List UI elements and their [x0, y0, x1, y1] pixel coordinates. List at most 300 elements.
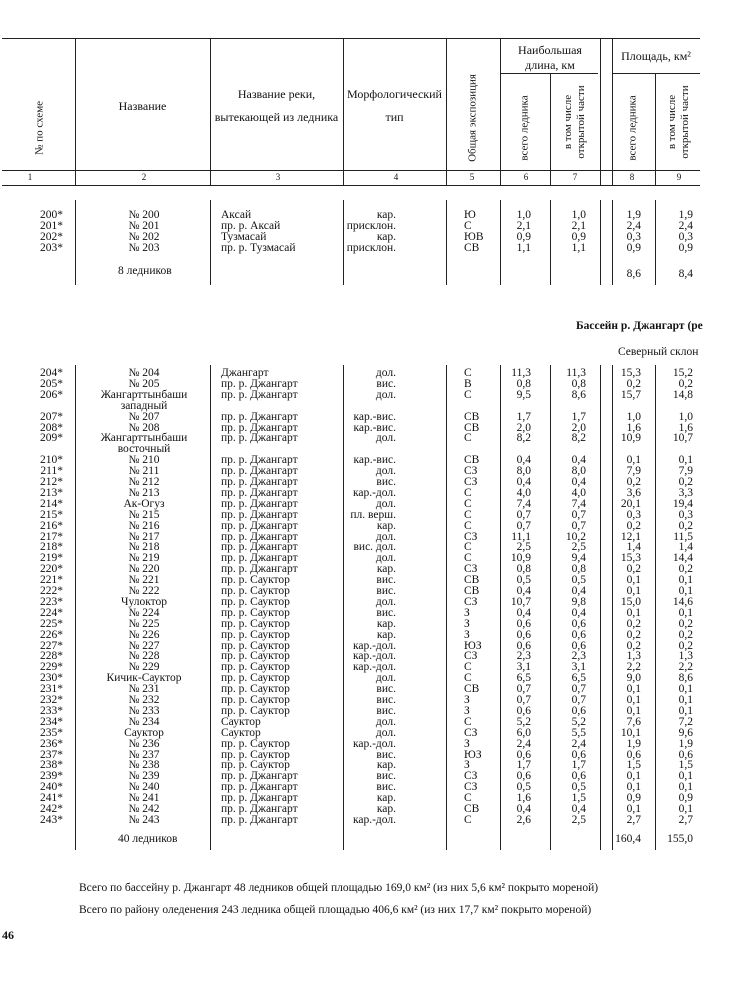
area-cell: 3,6	[626, 486, 641, 499]
scheme-number-cell: 235*	[40, 726, 63, 739]
header-area-open-line1: в том числе	[665, 94, 678, 150]
length-open-cell: 0,6	[571, 770, 586, 783]
morph-type-cell: кар.	[376, 519, 396, 532]
scheme-number-cell: 243*	[40, 813, 63, 826]
basin-summary-note: Всего по бассейну р. Джангарт 48 ледников общей площадью 169,0 км² (из них 5,6 км² покрыто мореной)	[79, 882, 599, 894]
morph-type-cell: дол.	[375, 465, 396, 478]
length-cell: 2,1	[516, 219, 531, 232]
header-morph-line2: тип	[385, 110, 404, 125]
glacier-name: № 216	[128, 519, 160, 532]
length-open-cell: 0,4	[571, 476, 586, 488]
exposition-cell: С	[464, 672, 472, 685]
area-cell: 2,7	[626, 813, 641, 826]
exposition-cell: В	[464, 377, 472, 390]
morph-type-cell: дол.	[375, 530, 396, 543]
glacier-name: Жангарттынбаши	[100, 388, 188, 401]
area-cell: 0,1	[626, 704, 641, 717]
scheme-number-cell: 201*	[40, 219, 63, 232]
morph-type-cell: кар.-дол.	[352, 737, 396, 750]
area-open-cell: 0,1	[678, 683, 693, 696]
exposition-cell: С	[464, 219, 472, 232]
glacier-name: № 222	[128, 585, 160, 597]
length-open-cell: 2,0	[571, 421, 586, 434]
glacier-name: № 217	[128, 530, 160, 543]
glacier-name: № 202	[128, 230, 160, 243]
length-cell: 1,7	[516, 759, 531, 772]
table-row	[0, 564, 729, 575]
exposition-cell: С	[464, 497, 472, 510]
table-row	[0, 412, 729, 423]
glacier-name: № 238	[128, 759, 160, 772]
glacier-name-line2: западный	[120, 399, 168, 412]
table-row	[0, 815, 729, 826]
scheme-number-cell: 236*	[40, 737, 63, 750]
exposition-cell: С	[464, 508, 472, 521]
length-cell: 0,5	[516, 574, 531, 587]
length-open-cell: 0,8	[571, 377, 586, 390]
column-number: 3	[275, 172, 281, 182]
glacier-name: № 243	[128, 813, 160, 826]
length-cell: 0,6	[516, 628, 531, 641]
length-open-cell: 10,2	[565, 530, 586, 543]
area-cell: 1,9	[626, 737, 641, 750]
length-open-cell: 0,7	[571, 694, 586, 706]
length-cell: 1,6	[516, 792, 531, 805]
exposition-cell: С	[464, 715, 472, 728]
area-open-cell: 0,2	[678, 628, 693, 641]
scheme-number-cell: 206*	[40, 388, 63, 401]
river-cell: пр. р. Тузмасай	[221, 241, 296, 254]
length-open-cell: 1,5	[571, 792, 586, 805]
glacier-name: № 221	[128, 574, 160, 587]
basin-title: Бассейн р. Джангарт (ре	[576, 320, 703, 332]
length-cell: 2,6	[516, 813, 531, 826]
exposition-cell: С	[464, 388, 472, 401]
area-cell: 0,2	[626, 617, 641, 630]
group2-total-label: 40 ледников	[118, 833, 178, 845]
scheme-number-cell: 240*	[40, 781, 63, 794]
length-cell: 0,7	[516, 683, 531, 696]
scheme-number-cell: 212*	[40, 476, 63, 488]
glacier-name: Чулоктор	[120, 595, 168, 608]
length-cell: 2,4	[516, 737, 531, 750]
exposition-cell: С	[464, 486, 472, 499]
area-open-cell: 0,2	[678, 563, 693, 576]
exposition-cell: ЮЗ	[464, 639, 482, 652]
glacier-name: № 203	[128, 241, 160, 254]
area-open-cell: 7,2	[678, 715, 693, 728]
area-cell: 12,1	[620, 530, 641, 543]
area-open-cell: 1,0	[678, 410, 693, 423]
area-cell: 15,3	[620, 367, 641, 379]
river-cell: пр. р. Джангарт	[221, 781, 298, 794]
length-open-cell: 0,4	[571, 454, 586, 467]
exposition-cell: Ю	[464, 209, 476, 221]
morph-type-cell: кар.-вис.	[353, 410, 396, 423]
column-number: 5	[469, 172, 475, 182]
length-open-cell: 0,8	[571, 563, 586, 576]
table-row	[0, 739, 729, 750]
exposition-cell: З	[464, 628, 470, 641]
length-cell: 0,4	[516, 606, 531, 619]
table-row	[0, 542, 729, 553]
river-cell: пр. р. Джангарт	[221, 377, 298, 390]
header-river	[210, 86, 343, 127]
header-length-total: всего ледника	[518, 95, 531, 161]
area-open-cell: 1,9	[678, 737, 693, 750]
glacier-name: № 212	[128, 476, 160, 488]
glacier-name: № 240	[128, 781, 160, 794]
length-open-cell: 0,7	[571, 683, 586, 696]
area-open-cell: 2,7	[678, 813, 693, 826]
length-open-cell: 9,4	[571, 552, 586, 565]
length-cell: 11,3	[511, 367, 531, 379]
header-exposition: Общая экспозиция	[466, 74, 479, 162]
scheme-number-cell: 227*	[40, 639, 63, 652]
area-open-cell: 0,1	[678, 770, 693, 783]
scheme-number-cell: 228*	[40, 650, 63, 663]
morph-type-cell: дол.	[375, 497, 396, 510]
table-row	[0, 466, 729, 477]
length-cell: 0,4	[516, 803, 531, 815]
exposition-cell: ЮВ	[464, 230, 484, 243]
exposition-cell: З	[464, 704, 470, 717]
length-cell: 10,7	[510, 595, 531, 608]
scheme-number-cell: 209*	[40, 432, 63, 445]
length-cell: 0,4	[516, 476, 531, 488]
glacier-name: № 218	[128, 541, 160, 554]
area-open-cell: 7,9	[678, 465, 693, 478]
length-open-cell: 0,5	[571, 781, 586, 794]
river-cell: пр. р. Сауктор	[221, 704, 290, 717]
scheme-number-cell: 239*	[40, 770, 63, 783]
scheme-number-cell: 237*	[40, 748, 63, 761]
length-open-cell: 0,6	[571, 628, 586, 641]
area-cell: 0,1	[626, 454, 641, 467]
morph-type-cell: кар.	[376, 617, 396, 630]
area-open-cell: 1,3	[678, 650, 693, 663]
length-open-cell: 5,5	[571, 726, 586, 739]
area-open-cell: 2,2	[678, 661, 693, 674]
glacier-name: № 200	[128, 209, 160, 221]
scheme-number-cell: 241*	[40, 792, 63, 805]
length-open-cell: 0,5	[571, 574, 586, 587]
length-cell: 0,4	[516, 454, 531, 467]
length-cell: 0,6	[516, 617, 531, 630]
morph-type-cell: дол.	[375, 367, 396, 379]
table-row	[0, 597, 729, 608]
length-open-cell: 7,4	[571, 497, 586, 510]
exposition-cell: ЮЗ	[464, 748, 482, 761]
scheme-number-cell: 200*	[40, 209, 63, 221]
morph-type-cell: кар.-вис.	[353, 454, 396, 467]
length-cell: 0,8	[516, 377, 531, 390]
length-open-cell: 6,5	[571, 672, 586, 685]
river-cell: пр. р. Сауктор	[221, 694, 290, 706]
area-open-cell: 2,4	[678, 219, 693, 232]
morph-type-cell: кар.	[376, 230, 396, 243]
area-open-cell: 0,1	[678, 585, 693, 597]
area-cell: 15,7	[620, 388, 641, 401]
length-open-cell: 2,1	[571, 219, 586, 232]
header-bottom-rule	[2, 170, 700, 171]
length-open-cell: 1,1	[571, 241, 586, 254]
group1-total-area: 8,6	[626, 268, 641, 280]
area-cell: 0,1	[626, 781, 641, 794]
area-cell: 0,1	[626, 803, 641, 815]
table-row	[0, 221, 729, 232]
length-open-cell: 1,0	[571, 209, 586, 221]
glacier-name: № 232	[128, 694, 160, 706]
exposition-cell: З	[464, 606, 470, 619]
exposition-cell: СВ	[464, 410, 480, 423]
river-cell: пр. р. Джангарт	[221, 792, 298, 805]
glacier-name: № 234	[128, 715, 160, 728]
morph-type-cell: вис.	[376, 585, 396, 597]
length-open-cell: 8,6	[571, 388, 586, 401]
region-summary-note: Всего по району оледенения 243 ледника общей площадью 406,6 км² (из них 17,7 км² покрыто мореной)	[79, 904, 592, 916]
scheme-number-cell: 223*	[40, 595, 63, 608]
scheme-number-cell: 211*	[40, 465, 63, 478]
scheme-number-cell: 229*	[40, 661, 63, 674]
area-open-cell: 0,2	[678, 476, 693, 488]
header-morph-type	[343, 86, 446, 127]
header-divider	[446, 38, 447, 185]
area-cell: 1,5	[626, 759, 641, 772]
glacier-name: Кичик-Сауктор	[106, 672, 182, 685]
glacier-name: № 226	[128, 628, 160, 641]
exposition-cell: СЗ	[464, 650, 478, 663]
scheme-number-cell: 213*	[40, 486, 63, 499]
length-cell: 0,7	[516, 519, 531, 532]
area-open-cell: 0,1	[678, 803, 693, 815]
glacier-name: № 204	[128, 367, 160, 379]
table-row	[0, 630, 729, 641]
area-open-cell: 14,8	[672, 388, 693, 401]
morph-type-cell: вис.	[376, 704, 396, 717]
glacier-name: № 237	[128, 748, 160, 761]
table-row	[0, 608, 729, 619]
area-open-cell: 0,2	[678, 617, 693, 630]
morph-type-cell: кар.-дол.	[352, 650, 396, 663]
area-cell: 0,3	[626, 230, 641, 243]
area-open-cell: 0,2	[678, 377, 693, 390]
column-number: 6	[523, 172, 529, 182]
exposition-cell: С	[464, 519, 472, 532]
exposition-cell: СЗ	[464, 595, 478, 608]
scheme-number-cell: 233*	[40, 704, 63, 717]
scheme-number-cell: 208*	[40, 421, 63, 434]
header-morph-line1: Морфологический	[347, 87, 442, 101]
scheme-number-cell: 224*	[40, 606, 63, 619]
column-number: 2	[141, 172, 147, 182]
morph-type-cell: дол.	[375, 595, 396, 608]
river-cell: пр. р. Сауктор	[221, 606, 290, 619]
table-row	[0, 455, 729, 466]
exposition-cell: СЗ	[464, 726, 478, 739]
length-cell: 0,7	[516, 508, 531, 521]
river-cell: Сауктор	[221, 715, 261, 728]
river-cell: пр. р. Сауктор	[221, 683, 290, 696]
glacier-name: Ак-Огуз	[123, 497, 165, 510]
area-cell: 0,9	[626, 792, 641, 805]
river-cell: пр. р. Сауктор	[221, 628, 290, 641]
river-cell: пр. р. Джангарт	[221, 552, 298, 565]
morph-type-cell: кар.	[376, 792, 396, 805]
glacier-name: № 229	[128, 661, 160, 674]
area-cell: 20,1	[620, 497, 641, 510]
morph-type-cell: дол.	[375, 388, 396, 401]
river-cell: пр. р. Сауктор	[221, 585, 290, 597]
scheme-number-cell: 238*	[40, 759, 63, 772]
exposition-cell: СВ	[464, 585, 480, 597]
morph-type-cell: кар.	[376, 209, 396, 221]
header-length-group: Наибольшая длина, км	[518, 43, 582, 72]
glacier-name: Сауктор	[124, 726, 164, 739]
glacier-name: № 228	[128, 650, 160, 663]
river-cell: Джангарт	[221, 367, 269, 379]
morph-type-cell: вис.	[376, 606, 396, 619]
area-cell: 0,2	[626, 519, 641, 532]
area-cell: 1,4	[626, 541, 641, 554]
table-row	[0, 782, 729, 793]
glacier-name: № 211	[128, 465, 160, 478]
length-open-cell: 0,6	[571, 748, 586, 761]
exposition-cell: СВ	[464, 803, 480, 815]
group1-total-label: 8 ледников	[118, 265, 172, 277]
table-row	[0, 760, 729, 771]
morph-type-cell: вис.	[376, 683, 396, 696]
group2-total-area-open: 155,0	[667, 833, 693, 845]
slope-title: Северный склон	[618, 346, 699, 358]
header-length-open	[562, 85, 588, 158]
morph-type-cell: кар.	[376, 803, 396, 815]
area-open-cell: 0,2	[678, 639, 693, 652]
length-open-cell: 9,8	[571, 595, 586, 608]
table-row	[0, 717, 729, 728]
length-cell: 7,4	[516, 497, 531, 510]
table-row	[0, 488, 729, 499]
exposition-cell: СЗ	[464, 530, 478, 543]
length-open-cell: 8,2	[571, 432, 586, 445]
glacier-name: № 219	[128, 552, 160, 565]
morph-type-cell: вис. дол.	[353, 541, 396, 554]
length-open-cell: 0,4	[571, 606, 586, 619]
area-cell: 0,2	[626, 628, 641, 641]
scheme-number-cell: 215*	[40, 508, 63, 521]
river-cell: пр. р. Джангарт	[221, 813, 298, 826]
river-cell: пр. р. Джангарт	[221, 410, 298, 423]
area-cell: 0,1	[626, 770, 641, 783]
area-cell: 1,3	[626, 650, 641, 663]
length-open-cell: 8,0	[571, 465, 586, 478]
length-open-cell: 0,7	[571, 508, 586, 521]
table-row	[0, 243, 729, 254]
group1-total-area-open: 8,4	[678, 268, 693, 280]
area-cell: 0,1	[626, 574, 641, 587]
area-open-cell: 0,2	[678, 519, 693, 532]
morph-type-cell: вис.	[376, 781, 396, 794]
river-cell: пр. р. Джангарт	[221, 770, 298, 783]
area-cell: 0,9	[626, 241, 641, 254]
exposition-cell: С	[464, 367, 472, 379]
length-open-cell: 0,4	[571, 803, 586, 815]
river-cell: пр. р. Джангарт	[221, 497, 298, 510]
glacier-name: № 224	[128, 606, 160, 619]
exposition-cell: СЗ	[464, 770, 478, 783]
length-cell: 2,3	[516, 650, 531, 663]
scheme-number-cell: 221*	[40, 574, 63, 587]
river-cell: пр. р. Джангарт	[221, 530, 298, 543]
river-cell: пр. р. Джангарт	[221, 563, 298, 576]
scheme-number-cell: 218*	[40, 541, 63, 554]
area-open-cell: 3,3	[678, 486, 693, 499]
scheme-number-cell: 210*	[40, 454, 63, 467]
header-river-line2: вытекающей из ледника	[214, 110, 339, 125]
river-cell: пр. р. Сауктор	[221, 650, 290, 663]
area-open-cell: 0,3	[678, 230, 693, 243]
header-river-line1: Название реки,	[237, 87, 316, 101]
table-top-rule	[2, 38, 700, 39]
exposition-cell: З	[464, 617, 470, 630]
area-open-cell: 14,4	[672, 552, 693, 565]
morph-type-cell: вис.	[376, 770, 396, 783]
exposition-cell: С	[464, 792, 472, 805]
exposition-cell: С	[464, 813, 472, 826]
scheme-number-cell: 219*	[40, 552, 63, 565]
length-cell: 1,0	[516, 209, 531, 221]
river-cell: пр. р. Джангарт	[221, 388, 298, 401]
area-open-cell: 19,4	[672, 497, 693, 510]
morph-type-cell: кар.-дол.	[352, 639, 396, 652]
river-cell: пр. р. Джангарт	[221, 465, 298, 478]
area-cell: 0,2	[626, 476, 641, 488]
exposition-cell: СВ	[464, 454, 480, 467]
table-row	[0, 673, 729, 684]
table-row	[0, 619, 729, 630]
length-open-cell: 4,0	[571, 486, 586, 499]
header-length-open-line2: открытой части	[575, 85, 587, 159]
area-cell: 0,3	[626, 508, 641, 521]
area-cell: 0,1	[626, 694, 641, 706]
river-cell: пр. р. Джангарт	[221, 476, 298, 488]
area-open-cell: 0,6	[678, 748, 693, 761]
header-divider	[600, 38, 601, 185]
length-cell: 11,1	[511, 530, 531, 543]
area-open-cell: 1,5	[678, 759, 693, 772]
length-open-cell: 0,6	[571, 704, 586, 717]
area-open-cell: 0,9	[678, 792, 693, 805]
length-cell: 2,0	[516, 421, 531, 434]
scheme-number-cell: 220*	[40, 563, 63, 576]
table-row	[0, 771, 729, 782]
area-open-cell: 0,1	[678, 704, 693, 717]
length-cell: 0,9	[516, 230, 531, 243]
morph-type-cell: кар.-вис.	[353, 421, 396, 434]
morph-type-cell: дол.	[375, 715, 396, 728]
river-cell: пр. р. Сауктор	[221, 748, 290, 761]
morph-type-cell: присклон.	[346, 219, 396, 232]
group2-total-area: 160,4	[615, 833, 641, 845]
scheme-number-cell: 225*	[40, 617, 63, 630]
scheme-number-cell: 232*	[40, 694, 63, 706]
river-cell: пр. р. Сауктор	[221, 574, 290, 587]
length-open-cell: 2,5	[571, 541, 586, 554]
morph-type-cell: кар.-дол.	[352, 661, 396, 674]
exposition-cell: СЗ	[464, 465, 478, 478]
length-open-cell: 0,6	[571, 617, 586, 630]
scheme-number-cell: 205*	[40, 377, 63, 390]
